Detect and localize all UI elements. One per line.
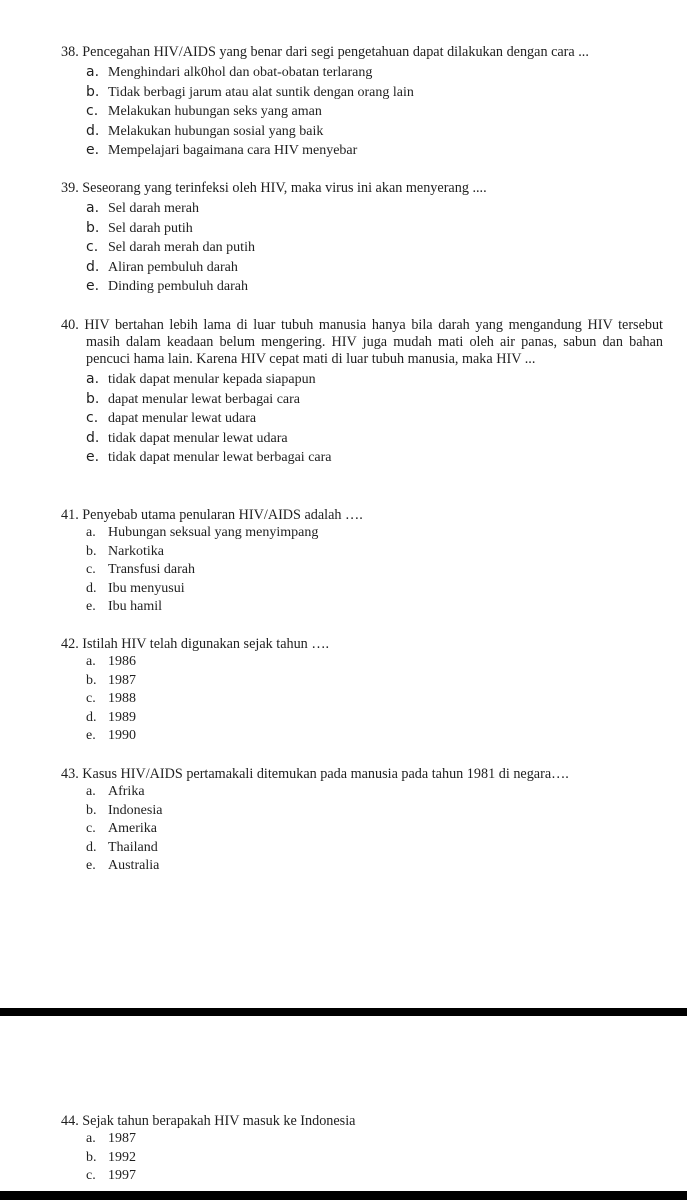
- option-38-e: e. Mempelajari bagaimana cara HIV menyebar: [86, 142, 358, 159]
- question-40: [61, 317, 663, 468]
- option-40-e: e. tidak dapat menular lewat berbagai cara: [86, 449, 332, 466]
- option-43-c: c. Amerika: [86, 821, 157, 837]
- question-41-text: 41. Penyebab utama penularan HIV/AIDS adalah ….: [61, 507, 363, 523]
- question-39: [61, 180, 663, 297]
- question-43: [61, 766, 663, 876]
- option-39-c: c. Sel darah merah dan putih: [86, 239, 255, 256]
- question-39-text: 39. Seseorang yang terinfeksi oleh HIV, maka virus ini akan menyerang ....: [61, 180, 487, 196]
- option-41-b: b. Narkotika: [86, 543, 164, 559]
- bottom-divider: [0, 1191, 687, 1200]
- option-42-c: c. 1988: [86, 691, 136, 707]
- option-42-e: e. 1990: [86, 728, 136, 744]
- option-43-a: a. Afrika: [86, 784, 145, 799]
- option-42-a: a. 1986: [86, 654, 136, 669]
- page-divider: [0, 1008, 687, 1016]
- option-38-a: a. Menghindari alk0hol dan obat-obatan terlarang: [86, 64, 373, 80]
- option-40-c: c. dapat menular lewat udara: [86, 410, 257, 427]
- option-43-b: b. Indonesia: [86, 802, 163, 818]
- option-39-e: e. Dinding pembuluh darah: [86, 278, 248, 295]
- option-44-c: c. 1997: [86, 1168, 136, 1184]
- option-42-b: b. 1987: [86, 672, 136, 688]
- option-43-e: e. Australia: [86, 858, 160, 874]
- question-43-text: 43. Kasus HIV/AIDS pertamakali ditemukan pada manusia pada tahun 1981 di negara….: [61, 766, 569, 782]
- question-44: [61, 1113, 663, 1186]
- question-40-text: 40. HIV bertahan lebih lama di luar tubuh manusia hanya bila darah yang mengandung HIV tersebut masih dalam keadaan belum mengering. HIV juga mudah mati oleh air panas, sabun dan bahan pencuci hama lain. Karena HIV cepat mati di luar tubuh manusia, maka HIV ...: [61, 317, 663, 367]
- option-41-d: d. Ibu menyusui: [86, 580, 185, 596]
- option-38-c: c. Melakukan hubungan seks yang aman: [86, 103, 322, 120]
- option-41-a: a. Hubungan seksual yang menyimpang: [86, 525, 319, 540]
- option-40-a: a. tidak dapat menular kepada siapapun: [86, 371, 316, 387]
- option-39-a: a. Sel darah merah: [86, 200, 199, 216]
- option-41-e: e. Ibu hamil: [86, 599, 163, 615]
- option-42-d: d. 1989: [86, 709, 136, 725]
- question-42-text: 42. Istilah HIV telah digunakan sejak tahun ….: [61, 636, 330, 652]
- option-43-d: d. Thailand: [86, 839, 158, 855]
- question-42: [61, 636, 663, 746]
- option-40-d: d. tidak dapat menular lewat udara: [86, 429, 288, 446]
- question-38: [61, 44, 663, 161]
- option-39-d: d. Aliran pembuluh darah: [86, 258, 238, 275]
- option-41-c: c. Transfusi darah: [86, 562, 195, 578]
- option-44-b: b. 1992: [86, 1149, 136, 1165]
- option-44-a: a. 1987: [86, 1131, 136, 1146]
- question-41: [61, 507, 663, 617]
- option-38-b: b. Tidak berbagi jarum atau alat suntik dengan orang lain: [86, 83, 414, 100]
- question-38-text: 38. Pencegahan HIV/AIDS yang benar dari segi pengetahuan dapat dilakukan dengan cara ...: [61, 44, 589, 60]
- option-39-b: b. Sel darah putih: [86, 219, 193, 236]
- option-38-d: d. Melakukan hubungan sosial yang baik: [86, 122, 324, 139]
- question-44-text: 44. Sejak tahun berapakah HIV masuk ke Indonesia: [61, 1113, 356, 1129]
- option-40-b: b. dapat menular lewat berbagai cara: [86, 390, 301, 407]
